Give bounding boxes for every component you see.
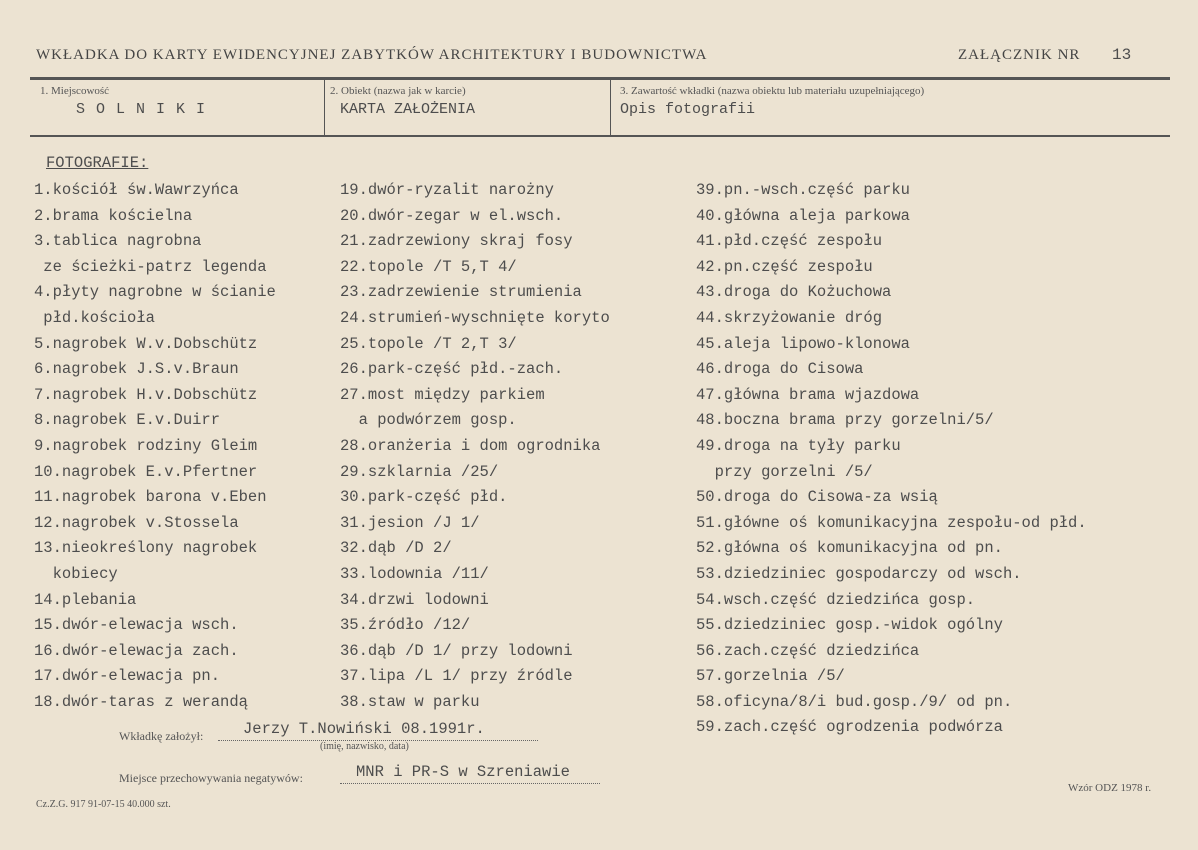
photo-list-item: 25.topole /T 2,T 3/	[340, 334, 517, 353]
photo-list-item: płd.kościoła	[34, 308, 155, 327]
photo-list-item: 6.nagrobek J.S.v.Braun	[34, 360, 239, 379]
photo-list-item: 45.aleja lipowo-klonowa	[696, 334, 910, 353]
form-title: WKŁADKA DO KARTY EWIDENCYJNEJ ZABYTKÓW ARCHITEKTURY I BUDOWNICTWA	[36, 47, 708, 63]
photo-list-item: 13.nieokreślony nagrobek	[34, 539, 258, 558]
photo-list-item: 14.plebania	[34, 590, 137, 609]
photo-list-item: 35.źródło /12/	[340, 616, 471, 635]
photo-list-item: 49.droga na tyły parku	[696, 436, 901, 455]
photo-list-item: 21.zadrzewiony skraj fosy	[340, 232, 573, 251]
object-label: 2. Obiekt (nazwa jak w karcie)	[330, 85, 466, 97]
photo-list-item: 56.zach.część dziedzińca	[696, 641, 920, 660]
photo-list-item: 47.główna brama wjazdowa	[696, 385, 920, 404]
photo-list-item: 43.droga do Kożuchowa	[696, 283, 892, 302]
place-label: 1. Miejscowość	[40, 85, 110, 97]
bottom-rule	[30, 135, 1170, 137]
photo-list-item: 51.główne oś komunikacyjna zespołu-od płd.	[696, 513, 1087, 532]
photo-list-item: 23.zadrzewienie strumienia	[340, 283, 582, 302]
field-divider-1	[324, 80, 325, 135]
photo-list-item: 40.główna aleja parkowa	[696, 206, 910, 225]
photo-list-item: 37.lipa /L 1/ przy źródle	[340, 667, 573, 686]
photo-list-item: 29.szklarnia /25/	[340, 462, 499, 481]
storage-label: Miejsce przechowywania negatywów:	[119, 771, 303, 785]
photo-list-item: 3.tablica nagrobna	[34, 232, 202, 251]
photo-list-item: kobiecy	[34, 564, 118, 583]
photo-list-item: 30.park-część płd.	[340, 488, 508, 507]
photo-list-item: 52.główna oś komunikacyjna od pn.	[696, 539, 1003, 558]
photo-list-item: 54.wsch.część dziedzińca gosp.	[696, 590, 976, 609]
photo-list-item: 2.brama kościelna	[34, 206, 193, 225]
photo-list-item: 1.kościół św.Wawrzyńca	[34, 181, 239, 199]
photo-list-item: 19.dwór-ryzalit narożny	[340, 181, 554, 199]
photo-list-item: 46.droga do Cisowa	[696, 360, 864, 379]
photo-list-item: 57.gorzelnia /5/	[696, 667, 845, 686]
photo-list-item: 5.nagrobek W.v.Dobschütz	[34, 334, 258, 353]
attachment-label: ZAŁĄCZNIK NR	[958, 47, 1081, 63]
photo-column-2	[340, 178, 610, 715]
photo-list-item: 38.staw w parku	[340, 692, 480, 711]
photo-list-item: ze ścieżki-patrz legenda	[34, 257, 267, 276]
photo-list-item: 31.jesion /J 1/	[340, 513, 480, 532]
photo-list-item: 55.dziedziniec gosp.-widok ogólny	[696, 616, 1003, 635]
place-value: S O L N I K I	[76, 101, 207, 118]
photo-column-1	[34, 178, 276, 715]
template-info: Wzór ODZ 1978 r.	[1068, 782, 1152, 794]
photo-list-item: 27.most między parkiem	[340, 385, 545, 404]
photo-list-item: 42.pn.część zespołu	[696, 257, 873, 276]
photo-list-item: 33.lodownia /11/	[340, 564, 489, 583]
photo-list-item: 7.nagrobek H.v.Dobschütz	[34, 385, 258, 404]
photo-list-item: 59.zach.część ogrodzenia podwórza	[696, 718, 1003, 737]
photo-list-item: 12.nagrobek v.Stossela	[34, 513, 239, 532]
object-value: KARTA ZAŁOŻENIA	[340, 101, 476, 118]
storage-dotted-line	[340, 783, 600, 784]
section-title: FOTOGRAFIE:	[46, 154, 149, 172]
photo-list-item: 20.dwór-zegar w el.wsch.	[340, 206, 564, 225]
photo-list-item: 11.nagrobek barona v.Eben	[34, 488, 267, 507]
photo-list-item: 50.droga do Cisowa-za wsią	[696, 488, 938, 507]
storage-value: MNR i PR-S w Szreniawie	[356, 763, 570, 781]
photo-list-item: 32.dąb /D 2/	[340, 539, 452, 558]
photo-list-item: przy gorzelni /5/	[696, 462, 873, 481]
photo-list-item: 28.oranżeria i dom ogrodnika	[340, 436, 601, 455]
photo-list-item: 22.topole /T 5,T 4/	[340, 257, 517, 276]
photo-list-item: 17.dwór-elewacja pn.	[34, 667, 221, 686]
photo-list-item: 34.drzwi lodowni	[340, 590, 489, 609]
photo-list-item: 9.nagrobek rodziny Gleim	[34, 436, 258, 455]
photo-list-item: 44.skrzyżowanie dróg	[696, 308, 883, 327]
photo-list-item: 8.nagrobek E.v.Duirr	[34, 411, 221, 430]
photo-list-item: 58.oficyna/8/i bud.gosp./9/ od pn.	[696, 692, 1013, 711]
photo-list-item: 16.dwór-elewacja zach.	[34, 641, 239, 660]
author-label: Wkładkę założył:	[119, 729, 204, 743]
photo-list-item: 10.nagrobek E.v.Pfertner	[34, 462, 258, 481]
photo-list-item: 24.strumień-wyschnięte koryto	[340, 308, 610, 327]
photo-list-item: 36.dąb /D 1/ przy lodowni	[340, 641, 573, 660]
content-label: 3. Zawartość wkładki (nazwa obiektu lub materiału uzupełniającego)	[620, 85, 925, 97]
photo-list-item: 26.park-część płd.-zach.	[340, 360, 564, 379]
top-rule	[30, 77, 1170, 80]
attachment-number: 13	[1112, 46, 1132, 64]
photo-column-3	[696, 178, 1087, 741]
field-divider-2	[610, 80, 611, 135]
photo-list-item: 41.płd.część zespołu	[696, 232, 883, 251]
print-info: Cz.Z.G. 917 91-07-15 40.000 szt.	[36, 799, 171, 810]
author-hint: (imię, nazwisko, data)	[320, 741, 409, 752]
photo-list-item: 48.boczna brama przy gorzelni/5/	[696, 411, 994, 430]
photo-list-item: 4.płyty nagrobne w ścianie	[34, 283, 276, 302]
photo-list-item: 15.dwór-elewacja wsch.	[34, 616, 239, 635]
photo-list-item: 53.dziedziniec gospodarczy od wsch.	[696, 564, 1022, 583]
photo-list-item: a podwórzem gosp.	[340, 411, 517, 430]
photo-list-item: 18.dwór-taras z werandą	[34, 692, 248, 711]
photo-list-item: 39.pn.-wsch.część parku	[696, 181, 910, 199]
author-value: Jerzy T.Nowiński 08.1991r.	[243, 720, 485, 738]
content-value: Opis fotografii	[620, 101, 756, 118]
